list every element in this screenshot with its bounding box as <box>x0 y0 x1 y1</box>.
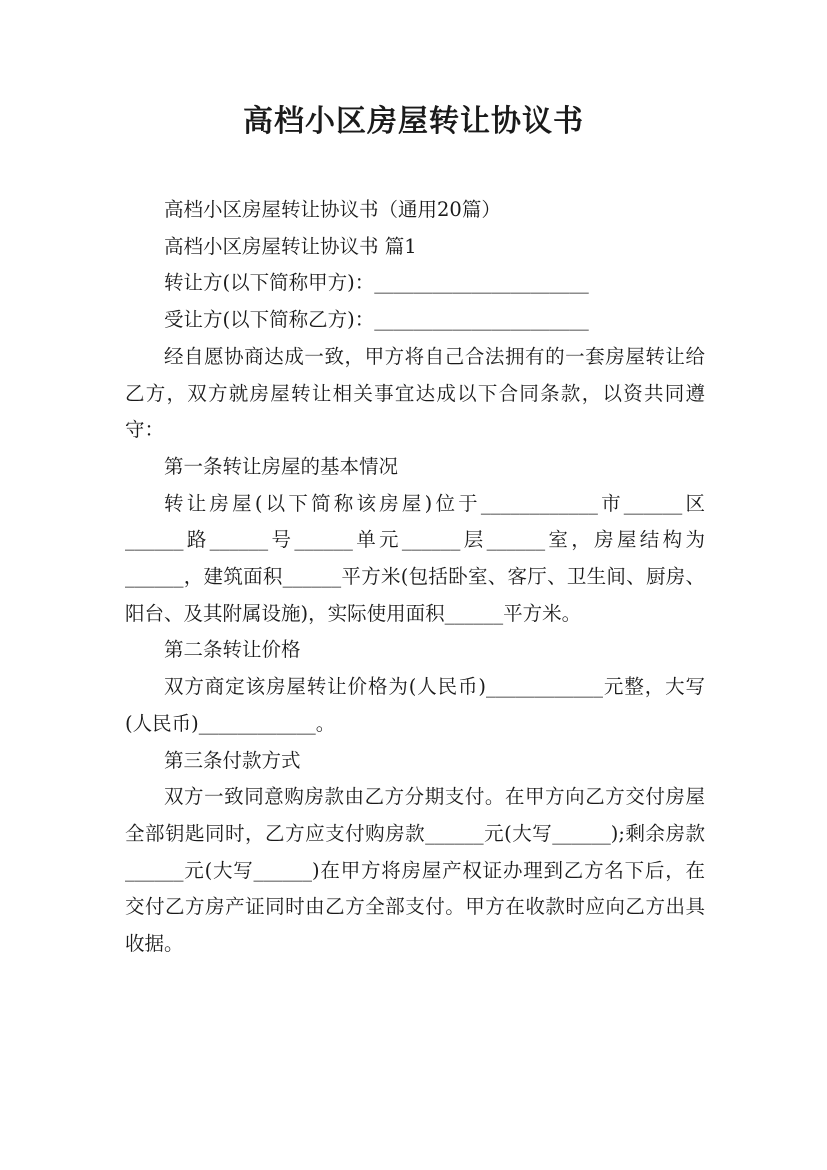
paragraph-article-1-heading: 第一条转让房屋的基本情况 <box>164 454 399 478</box>
paragraph-article-2-heading: 第二条转让价格 <box>164 638 301 662</box>
paragraph-transferor: 转让方(以下简称甲方)：______________________ <box>164 271 589 295</box>
paragraph-article-2-body: 双方商定该房屋转让价格为(人民币)____________元整，大写(人民币)____________。 <box>125 675 705 735</box>
document-title: 高档小区房屋转让协议书 <box>243 104 584 139</box>
paragraph-article-1-body: 转让房屋(以下简称该房屋)位于____________市______区______路______号______单元______层______室，房屋结构为______，建筑面积______平方米(包括卧室、客厅、卫生间、厨房、阳台、及其附属设施)，实际使用面积______平方米。 <box>125 491 705 625</box>
paragraph-transferee: 受让方(以下简称乙方)：______________________ <box>164 308 589 332</box>
document-body <box>125 192 705 963</box>
paragraph-preamble: 经自愿协商达成一致，甲方将自己合法拥有的一套房屋转让给乙方，双方就房屋转让相关事宜达成以下合同条款，以资共同遵守： <box>125 344 705 442</box>
paragraph-article-3-heading: 第三条付款方式 <box>164 748 301 772</box>
paragraph-section-heading: 高档小区房屋转让协议书 篇1 <box>164 234 417 258</box>
paragraph-article-3-body: 双方一致同意购房款由乙方分期支付。在甲方向乙方交付房屋全部钥匙同时，乙方应支付购房款______元(大写______);剩余房款______元(大写______)在甲方将房屋产权证办理到乙方名下后，在交付乙方房产证同时由乙方全部支付。甲方在收款时应向乙方出具收据。 <box>125 785 705 956</box>
paragraph-subtitle: 高档小区房屋转让协议书（通用20篇） <box>164 198 501 221</box>
